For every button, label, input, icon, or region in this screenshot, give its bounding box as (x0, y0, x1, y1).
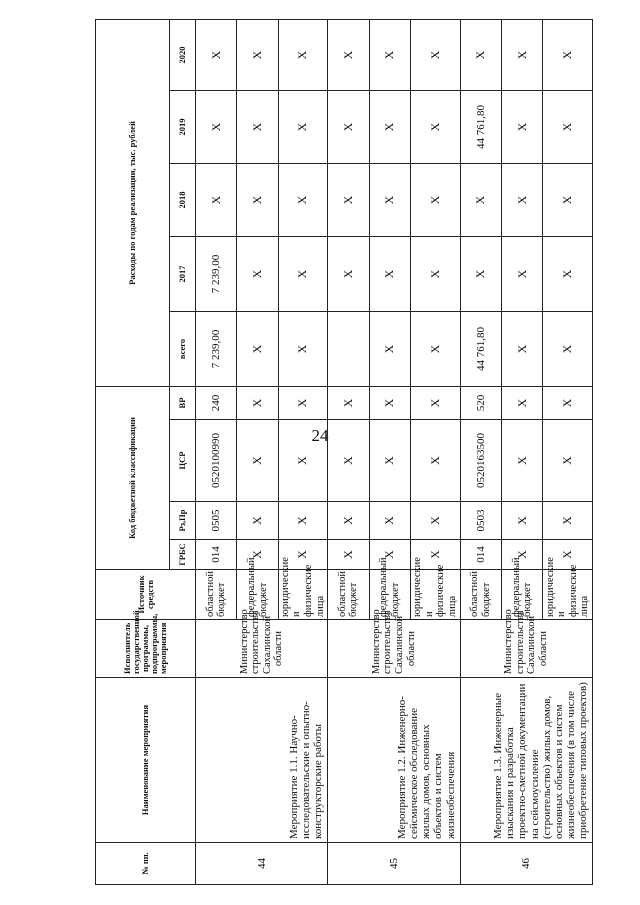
table-row (460, 19, 501, 884)
cell-total: Х (237, 312, 278, 387)
cell-2018: Х (460, 164, 501, 237)
cell-2019: Х (411, 91, 461, 164)
cell-csr: Х (328, 420, 369, 502)
cell-2017: Х (411, 237, 461, 312)
executor: Министерство строительства Сахалинской области (328, 620, 460, 678)
header-vr: ВР (170, 387, 196, 420)
cell-vr: Х (278, 387, 328, 420)
funding-source: областной бюджет (328, 570, 369, 620)
cell-total: Х (411, 312, 461, 387)
funding-source: областной бюджет (460, 570, 501, 620)
cell-csr: Х (543, 420, 593, 502)
cell-rzpr: Х (411, 502, 461, 540)
cell-csr: Х (501, 420, 542, 502)
cell-rzpr: Х (328, 502, 369, 540)
cell-total: 7 239,00 (196, 312, 237, 387)
header-executor: Исполнитель государственной программы, подпрограммы, мероприятия (96, 620, 196, 678)
header-total: всего (170, 312, 196, 387)
cell-csr: Х (411, 420, 461, 502)
funding-source: федеральный бюджет (501, 570, 542, 620)
cell-vr: Х (501, 387, 542, 420)
event-name: Мероприятие 1.3. Инженерные изыскания и разработка проектно-сметной документации на сейсмоусиление (строительство) жилых домов, основных объектов и систем жизнеобеспечения (в том числе приобретение типовых проектов) (460, 678, 592, 843)
cell-2017: Х (369, 237, 410, 312)
event-name: Мероприятие 1.2. Инженерно-сейсмическое обследование жилых домов, основных объектов и систем жизнеобеспечения (328, 678, 460, 843)
cell-vr: 240 (196, 387, 237, 420)
cell-2018: Х (501, 164, 542, 237)
cell-2020: Х (501, 19, 542, 90)
cell-total: Х (501, 312, 542, 387)
cell-grbs: 014 (460, 540, 501, 570)
cell-2018: Х (543, 164, 593, 237)
table-row (328, 19, 369, 884)
cell-grbs: 014 (196, 540, 237, 570)
cell-2019: Х (196, 91, 237, 164)
cell-2018: Х (196, 164, 237, 237)
cell-2019: Х (501, 91, 542, 164)
row-number: 44 (196, 843, 328, 885)
cell-rzpr: Х (237, 502, 278, 540)
cell-csr: Х (237, 420, 278, 502)
cell-2020: Х (460, 19, 501, 90)
cell-grbs: Х (543, 540, 593, 570)
cell-vr: Х (369, 387, 410, 420)
row-number: 46 (460, 843, 592, 885)
cell-2017: Х (501, 237, 542, 312)
cell-grbs: Х (328, 540, 369, 570)
header-expenses: Расходы по годам реализации, тыс. рублей (96, 19, 170, 386)
cell-grbs: Х (369, 540, 410, 570)
cell-2020: Х (237, 19, 278, 90)
cell-grbs: Х (278, 540, 328, 570)
cell-2017: Х (328, 237, 369, 312)
cell-2019: Х (278, 91, 328, 164)
cell-2017: 7 239,00 (196, 237, 237, 312)
rotated-table-container (95, 20, 593, 885)
cell-2018: Х (411, 164, 461, 237)
cell-grbs: Х (237, 540, 278, 570)
page-number: 24 (311, 426, 329, 445)
cell-total (328, 312, 369, 387)
header-2019: 2019 (170, 91, 196, 164)
cell-2018: Х (278, 164, 328, 237)
cell-2018: Х (328, 164, 369, 237)
cell-csr: 0520163500 (460, 420, 501, 502)
cell-2017: Х (460, 237, 501, 312)
cell-total: Х (543, 312, 593, 387)
cell-2020: Х (328, 19, 369, 90)
cell-rzpr: Х (369, 502, 410, 540)
header-2018: 2018 (170, 164, 196, 237)
cell-2018: Х (237, 164, 278, 237)
cell-grbs: Х (501, 540, 542, 570)
funding-source: юридические и физические лица (543, 570, 593, 620)
cell-rzpr: 0505 (196, 502, 237, 540)
cell-2019: Х (543, 91, 593, 164)
event-name: Мероприятие 1.1. Научно-исследовательские и опытно-конструкторские работы (196, 678, 328, 843)
cell-rzpr: Х (278, 502, 328, 540)
executor: Министерство строительства Сахалинской области (460, 620, 592, 678)
header-csr: ЦСР (170, 420, 196, 502)
header-budget-class: Код бюджетной классификации (96, 387, 170, 570)
cell-csr: Х (369, 420, 410, 502)
cell-2017: Х (237, 237, 278, 312)
expenses-table (95, 19, 593, 885)
cell-csr: 0520100990 (196, 420, 237, 502)
cell-rzpr: Х (501, 502, 542, 540)
cell-2020: Х (411, 19, 461, 90)
cell-2020: Х (369, 19, 410, 90)
funding-source: федеральный бюджет (369, 570, 410, 620)
cell-rzpr: 0503 (460, 502, 501, 540)
header-source: Источник средств (96, 570, 196, 620)
cell-total: 44 761,80 (460, 312, 501, 387)
cell-2019: 44 761,80 (460, 91, 501, 164)
funding-source: юридические и физические лица (411, 570, 461, 620)
cell-2017: Х (278, 237, 328, 312)
cell-vr: Х (237, 387, 278, 420)
cell-2019: Х (237, 91, 278, 164)
cell-total: Х (369, 312, 410, 387)
cell-vr: Х (328, 387, 369, 420)
cell-2019: Х (369, 91, 410, 164)
cell-vr: 520 (460, 387, 501, 420)
funding-source: областной бюджет (196, 570, 237, 620)
cell-2019: Х (328, 91, 369, 164)
cell-2020: Х (543, 19, 593, 90)
header-grbs: ГРБС (170, 540, 196, 570)
header-name: Наименование мероприятия (96, 678, 196, 843)
cell-vr: Х (411, 387, 461, 420)
cell-grbs: Х (411, 540, 461, 570)
cell-2020: Х (196, 19, 237, 90)
header-num: № пп. (96, 843, 196, 885)
cell-2017: Х (543, 237, 593, 312)
row-number: 45 (328, 843, 460, 885)
header-rzpr: Рз,Пр (170, 502, 196, 540)
cell-total: Х (278, 312, 328, 387)
header-2020: 2020 (170, 19, 196, 90)
cell-vr: Х (543, 387, 593, 420)
header-2017: 2017 (170, 237, 196, 312)
executor: Министерство строительства Сахалинской области (196, 620, 328, 678)
cell-2018: Х (369, 164, 410, 237)
cell-csr: Х (278, 420, 328, 502)
cell-rzpr: Х (543, 502, 593, 540)
funding-source: юридические и физические лица (278, 570, 328, 620)
funding-source: федеральный бюджет (237, 570, 278, 620)
table-row (196, 19, 237, 884)
cell-2020: Х (278, 19, 328, 90)
